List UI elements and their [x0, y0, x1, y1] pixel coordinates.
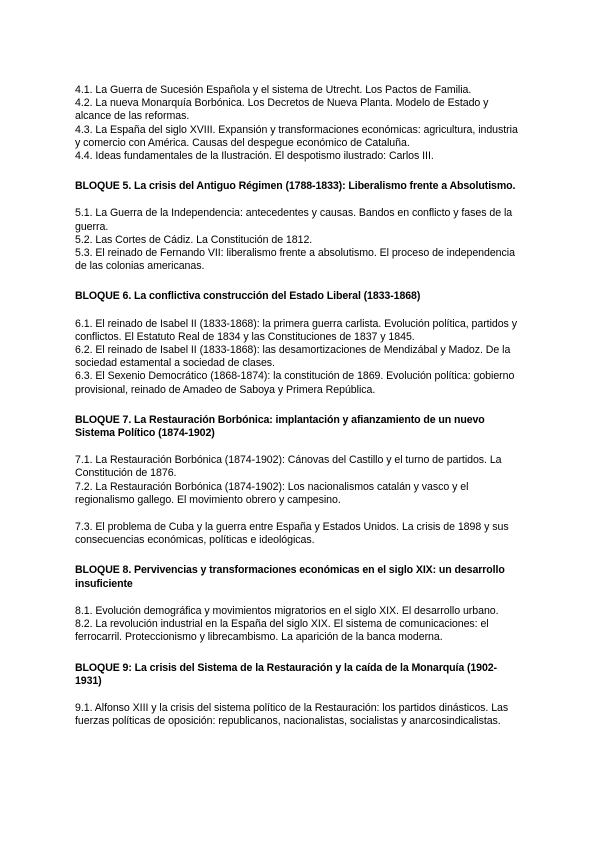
item-4-2: 4.2. La nueva Monarquía Borbónica. Los Decretos de Nueva Planta. Modelo de Estado y alcance de las reformas.: [75, 97, 489, 123]
item-7-3: 7.3. El problema de Cuba y la guerra entre España y Estados Unidos. La crisis de 1898 y sus consecuencias económicas, políticas e ideológicas.: [75, 521, 509, 547]
item-5-2: 5.2. Las Cortes de Cádiz. La Constitución de 1812.: [75, 233, 313, 246]
block-5-heading: BLOQUE 5. La crisis del Antiguo Régimen (1788-1833): Liberalismo frente a Absolutismo.: [75, 180, 516, 193]
item-7-2: 7.2. La Restauración Borbónica (1874-1902): Los nacionalismos catalán y vasco y el regionalismo gallego. El movimiento obrero y campesino.: [75, 480, 469, 506]
item-7-1: 7.1. La Restauración Borbónica (1874-1902): Cánovas del Castillo y el turno de partidos. La Constitución de 1876.: [75, 454, 502, 480]
item-4-4: 4.4. Ideas fundamentales de la Ilustración. El despotismo ilustrado: Carlos III.: [75, 150, 434, 163]
block-6-heading: BLOQUE 6. La conflictiva construcción del Estado Liberal (1833-1868): [75, 290, 421, 303]
item-4-1: 4.1. La Guerra de Sucesión Española y el sistema de Utrecht. Los Pactos de Familia.: [75, 84, 472, 96]
document-page: [75, 84, 525, 728]
item-6-3: 6.3. El Sexenio Democrático (1868-1874): la constitución de 1869. Evolución política: gobierno provisional, reinado de Amadeo de Saboya y Primera República.: [75, 370, 515, 396]
item-8-1: 8.1. Evolución demográfica y movimientos migratorios en el siglo XIX. El desarrollo urbano.: [75, 604, 499, 617]
item-5-3: 5.3. El reinado de Fernando VII: liberalismo frente a absolutismo. El proceso de independencia de las colonias americanas.: [75, 247, 515, 273]
item-6-2: 6.2. El reinado de Isabel II (1833-1868): las desamortizaciones de Mendizábal y Madoz. De la sociedad estamental a sociedad de clases.: [75, 344, 511, 370]
block-9-heading: BLOQUE 9: La crisis del Sistema de la Restauración y la caída de la Monarquía (1902- 1931): [75, 661, 497, 687]
block-8-heading: BLOQUE 8. Pervivencias y transformaciones económicas en el siglo XIX: un desarrollo insuficiente: [75, 564, 505, 590]
item-9-1: 9.1. Alfonso XIII y la crisis del sistema político de la Restauración: los partidos dinásticos. Las fuerzas políticas de oposición: republicanos, nacionalistas, socialistas y anarcosindicalistas.: [75, 701, 509, 728]
item-6-1: 6.1. El reinado de Isabel II (1833-1868): la primera guerra carlista. Evolución política, partidos y conflictos. El Estatuto Real de 1834 y las Constituciones de 1837 y 1845.: [75, 317, 517, 343]
item-8-2: 8.2. La revolución industrial en la España del siglo XIX. El sistema de comunicaciones: el ferrocarril. Proteccionismo y librecambismo. La aparición de la banca moderna.: [75, 618, 489, 644]
block-7-heading: BLOQUE 7. La Restauración Borbónica: implantación y afianzamiento de un nuevo Sistema Político (1874-1902): [75, 413, 485, 440]
item-5-1: 5.1. La Guerra de la Independencia: antecedentes y causas. Bandos en conflicto y fases de la guerra.: [75, 207, 513, 233]
item-4-3: 4.3. La España del siglo XVIII. Expansión y transformaciones económicas: agricultura, industria y comercio con América. Causas del despegue económico de Cataluña.: [75, 123, 518, 149]
